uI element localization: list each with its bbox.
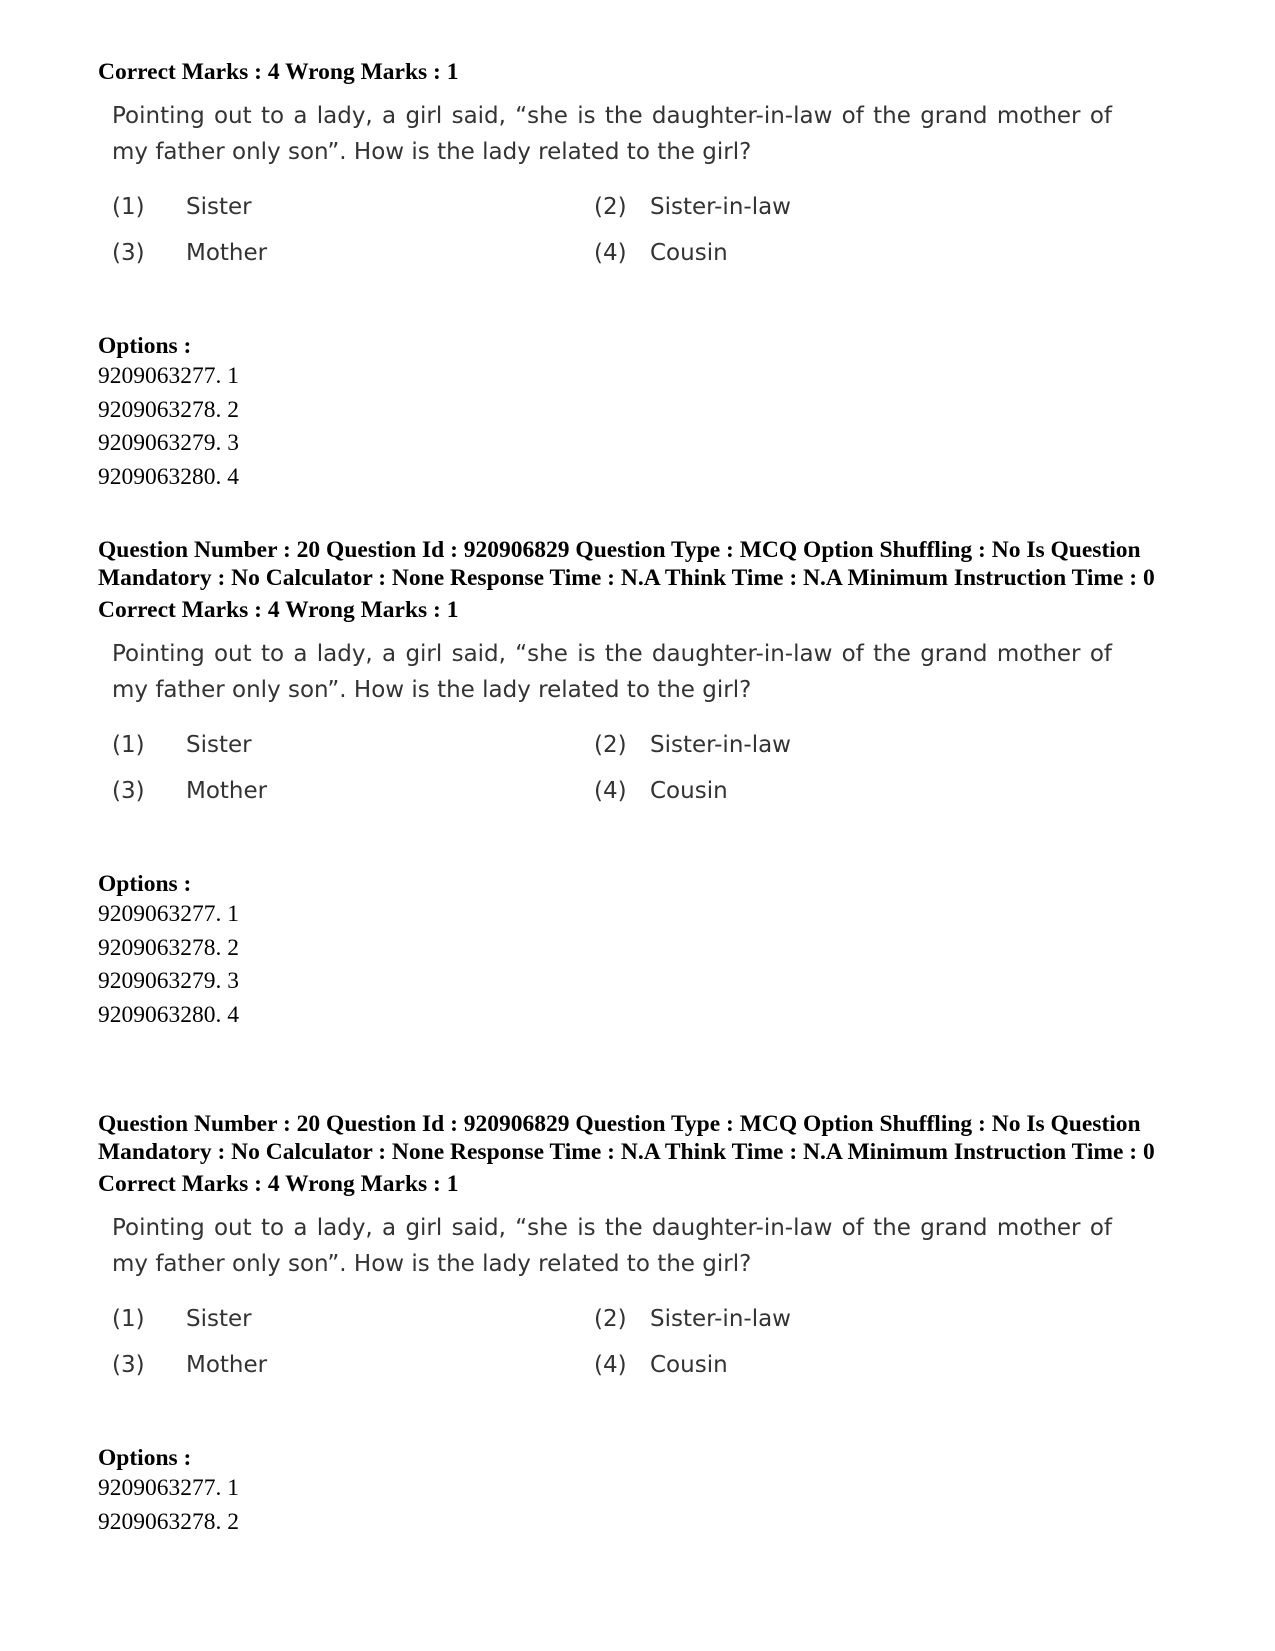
choice-label: Mother	[186, 240, 268, 266]
question-header: Question Number : 20 Question Id : 920906829 Question Type : MCQ Option Shuffling : No Is Question Mandatory : No Calculator : None Response Time : N.A Think Time : N.A Minimum Instruction Time : 0	[98, 1111, 1155, 1165]
choice-3	[112, 776, 267, 806]
marks-line: Correct Marks : 4 Wrong Marks : 1	[98, 59, 459, 85]
question-image	[112, 98, 1158, 288]
choice-number: (3)	[112, 778, 145, 804]
option-id: 9209063278. 2	[98, 396, 239, 423]
choice-label: Sister-in-law	[650, 1306, 791, 1332]
option-id: 9209063279. 3	[98, 968, 239, 994]
option-id: 9209063278. 2	[98, 1508, 239, 1535]
choice-3	[112, 1350, 267, 1380]
choice-label: Sister	[186, 732, 252, 758]
marks-line: Correct Marks : 4 Wrong Marks : 1	[98, 1171, 459, 1197]
options-section	[98, 1444, 1158, 1539]
options-label: Options :	[98, 333, 192, 359]
choice-number: (4)	[594, 778, 627, 804]
choice-2	[594, 730, 791, 760]
question-image	[112, 636, 1158, 826]
choice-number: (3)	[112, 240, 145, 266]
choice-1	[112, 730, 252, 760]
choice-label: Mother	[186, 1352, 268, 1378]
option-id: 9209063280. 4	[98, 463, 239, 490]
choice-label: Sister-in-law	[650, 194, 791, 220]
option-id: 9209063278. 2	[98, 934, 239, 961]
choice-1	[112, 192, 252, 222]
choice-number: (3)	[112, 1352, 145, 1378]
choice-number: (2)	[594, 1306, 627, 1332]
choice-number: (1)	[112, 732, 145, 758]
choice-2	[594, 1304, 791, 1334]
choice-number: (2)	[594, 732, 627, 758]
question-block-2	[98, 536, 1158, 1032]
options-label: Options :	[98, 871, 192, 897]
choice-1	[112, 1304, 252, 1334]
option-id: 9209063277. 1	[98, 1475, 239, 1501]
choice-number: (4)	[594, 1352, 627, 1378]
option-id: 9209063280. 4	[98, 1001, 239, 1028]
question-header: Question Number : 20 Question Id : 920906829 Question Type : MCQ Option Shuffling : No Is Question Mandatory : No Calculator : None Response Time : N.A Think Time : N.A Minimum Instruction Time : 0	[98, 537, 1155, 591]
choice-label: Sister	[186, 194, 252, 220]
question-block-3	[98, 1110, 1158, 1539]
choices-grid	[112, 730, 1158, 826]
marks-line: Correct Marks : 4 Wrong Marks : 1	[98, 597, 459, 623]
choice-number: (1)	[112, 1306, 145, 1332]
question-block-1	[98, 58, 1158, 494]
choice-4	[594, 238, 728, 268]
choice-number: (1)	[112, 194, 145, 220]
choice-label: Cousin	[650, 240, 728, 266]
options-section	[98, 332, 1158, 494]
choice-number: (2)	[594, 194, 627, 220]
choice-4	[594, 1350, 728, 1380]
choices-grid	[112, 1304, 1158, 1400]
question-text: Pointing out to a lady, a girl said, “she is the daughter-in-law of the grand mother of my father only son”. How is the lady related to the girl?	[112, 1215, 1112, 1277]
option-id: 9209063279. 3	[98, 430, 239, 456]
options-section	[98, 870, 1158, 1032]
choice-label: Mother	[186, 778, 268, 804]
choice-label: Cousin	[650, 1352, 728, 1378]
option-id: 9209063277. 1	[98, 363, 239, 389]
question-image	[112, 1210, 1158, 1400]
question-text: Pointing out to a lady, a girl said, “she is the daughter-in-law of the grand mother of my father only son”. How is the lady related to the girl?	[112, 641, 1112, 703]
choice-4	[594, 776, 728, 806]
options-label: Options :	[98, 1445, 192, 1471]
option-id: 9209063277. 1	[98, 901, 239, 927]
choice-3	[112, 238, 267, 268]
choice-2	[594, 192, 791, 222]
question-text: Pointing out to a lady, a girl said, “she is the daughter-in-law of the grand mother of my father only son”. How is the lady related to the girl?	[112, 103, 1112, 165]
choice-label: Sister-in-law	[650, 732, 791, 758]
choice-number: (4)	[594, 240, 627, 266]
choices-grid	[112, 192, 1158, 288]
choice-label: Sister	[186, 1306, 252, 1332]
choice-label: Cousin	[650, 778, 728, 804]
